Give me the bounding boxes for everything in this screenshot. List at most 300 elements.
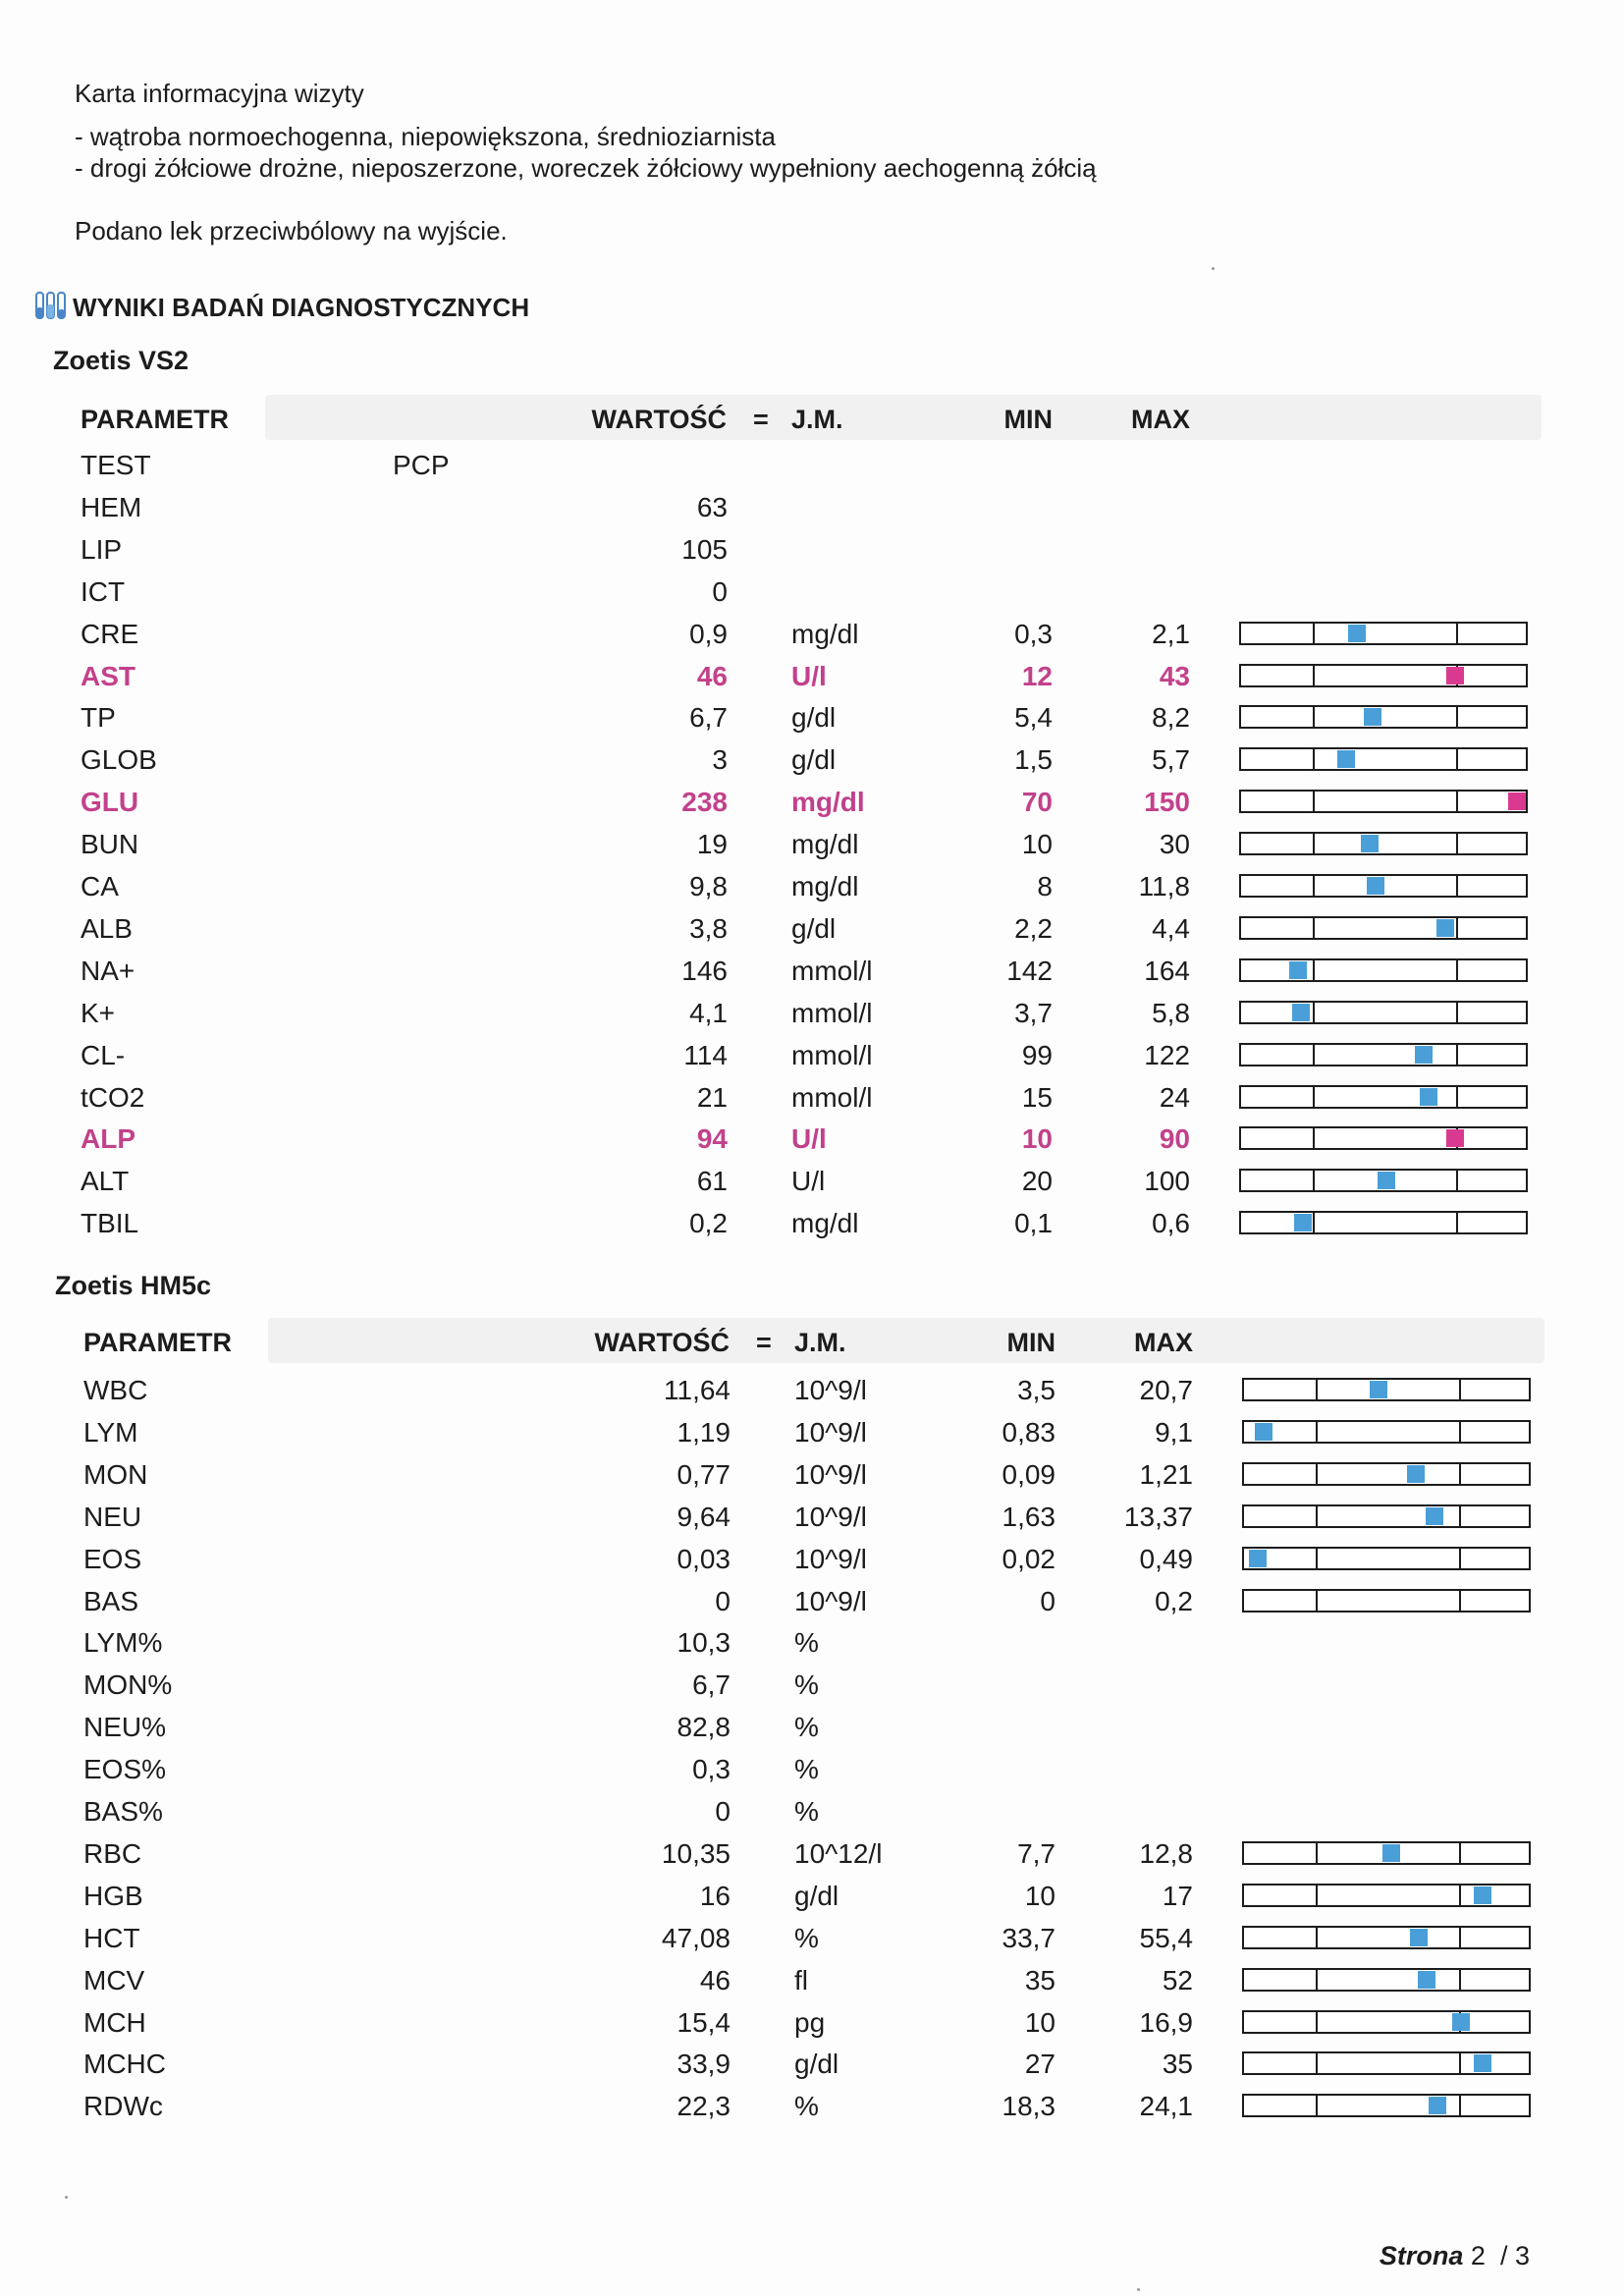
param-value: 0 bbox=[715, 1585, 731, 1616]
section-title: WYNIKI BADAŃ DIAGNOSTYCZNYCH bbox=[73, 292, 530, 322]
device-title: Zoetis HM5c bbox=[55, 1271, 212, 1300]
param-min: 10 bbox=[1021, 829, 1053, 860]
device-title: Zoetis VS2 bbox=[53, 346, 189, 375]
header-band bbox=[265, 395, 1542, 440]
param-unit: % bbox=[794, 1922, 819, 1953]
page-total: 3 bbox=[1514, 2241, 1530, 2270]
param-max: 2,1 bbox=[1152, 618, 1190, 649]
param-unit: % bbox=[794, 1669, 819, 1701]
param-value: 9,64 bbox=[677, 1501, 731, 1532]
param-value: 0,9 bbox=[689, 618, 728, 649]
param-max: 16,9 bbox=[1139, 2006, 1193, 2038]
param-max: 8,2 bbox=[1152, 702, 1190, 734]
param-name: tCO2 bbox=[81, 1081, 145, 1113]
range-bar bbox=[1242, 1841, 1531, 1865]
param-name: RDWc bbox=[83, 2091, 163, 2122]
header-equals: = bbox=[753, 405, 769, 434]
range-bar bbox=[1242, 2010, 1531, 2034]
range-divider bbox=[1459, 1926, 1461, 1949]
param-value: 0,2 bbox=[689, 1208, 728, 1239]
page-label: Strona bbox=[1379, 2241, 1464, 2270]
range-divider bbox=[1456, 874, 1458, 898]
param-min: 99 bbox=[1021, 1039, 1053, 1070]
param-value: 6,7 bbox=[689, 702, 728, 734]
range-divider bbox=[1459, 1589, 1461, 1613]
param-name: TBIL bbox=[81, 1208, 139, 1239]
range-marker bbox=[1367, 877, 1384, 895]
range-marker bbox=[1446, 667, 1464, 684]
param-unit: % bbox=[794, 1754, 819, 1785]
param-min: 70 bbox=[1021, 787, 1053, 818]
param-unit: mmol/l bbox=[791, 1081, 873, 1113]
param-min: 0,1 bbox=[1014, 1208, 1053, 1239]
param-min: 1,5 bbox=[1014, 744, 1053, 776]
param-name: CL- bbox=[81, 1039, 126, 1070]
range-divider bbox=[1459, 2094, 1461, 2117]
param-value: 0,3 bbox=[692, 1754, 731, 1785]
range-divider bbox=[1313, 958, 1315, 982]
header-max: MAX bbox=[1131, 405, 1190, 434]
param-name: ALT bbox=[81, 1166, 130, 1197]
param-value: 16 bbox=[699, 1880, 731, 1911]
param-min: 3,7 bbox=[1014, 997, 1053, 1028]
param-name: EOS% bbox=[83, 1754, 167, 1785]
finding-line-bile-ducts: - drogi żółciowe drożne, nieposzerzone, woreczek żółciowy wypełniony aechogenną żółcią bbox=[75, 153, 1097, 183]
range-bar bbox=[1242, 2051, 1531, 2075]
header-max: MAX bbox=[1134, 1328, 1193, 1357]
range-divider bbox=[1313, 1043, 1315, 1066]
range-divider bbox=[1456, 790, 1458, 813]
range-divider bbox=[1456, 705, 1458, 729]
range-marker bbox=[1436, 919, 1454, 937]
param-max: 43 bbox=[1159, 660, 1190, 691]
param-min: 10 bbox=[1024, 2006, 1056, 2038]
param-unit: 10^12/l bbox=[794, 1837, 883, 1869]
param-value: 0 bbox=[715, 1796, 731, 1827]
param-name: MCV bbox=[83, 1964, 145, 1995]
range-divider bbox=[1316, 1547, 1318, 1570]
range-divider bbox=[1456, 1043, 1458, 1066]
range-divider bbox=[1456, 832, 1458, 855]
param-name: RBC bbox=[83, 1837, 142, 1869]
header-min: MIN bbox=[1006, 1328, 1056, 1357]
param-value: 0,77 bbox=[677, 1458, 731, 1490]
param-unit: mg/dl bbox=[791, 618, 859, 649]
range-divider bbox=[1316, 1378, 1318, 1401]
range-marker bbox=[1452, 2013, 1470, 2031]
param-name: BAS bbox=[83, 1585, 139, 1616]
param-unit: g/dl bbox=[794, 1880, 839, 1911]
param-unit: 10^9/l bbox=[794, 1458, 867, 1490]
param-unit: 10^9/l bbox=[794, 1501, 867, 1532]
param-name: BAS% bbox=[83, 1796, 163, 1827]
section-heading bbox=[33, 291, 529, 324]
range-marker bbox=[1378, 1172, 1395, 1189]
test-tubes-icon bbox=[33, 291, 69, 324]
range-divider bbox=[1459, 2051, 1461, 2075]
param-min: 0,09 bbox=[1001, 1458, 1056, 1490]
param-unit: mmol/l bbox=[791, 955, 873, 986]
range-marker bbox=[1508, 793, 1526, 810]
param-max: 55,4 bbox=[1139, 1922, 1193, 1953]
range-bar bbox=[1239, 832, 1528, 855]
param-name: HGB bbox=[83, 1880, 143, 1911]
param-value: 10,3 bbox=[677, 1627, 731, 1659]
range-bar bbox=[1239, 1001, 1528, 1024]
range-bar bbox=[1239, 958, 1528, 982]
range-marker bbox=[1255, 1423, 1272, 1441]
header-unit: J.M. bbox=[794, 1328, 846, 1357]
range-bar bbox=[1242, 1589, 1531, 1613]
param-value: 82,8 bbox=[677, 1712, 731, 1743]
range-divider bbox=[1459, 1547, 1461, 1570]
param-max: 24,1 bbox=[1139, 2091, 1193, 2122]
param-max: 150 bbox=[1144, 787, 1190, 818]
param-min: 142 bbox=[1006, 955, 1053, 986]
header-param: PARAMETR bbox=[81, 405, 229, 434]
range-marker bbox=[1420, 1088, 1437, 1106]
param-min: 15 bbox=[1021, 1081, 1053, 1113]
range-marker bbox=[1426, 1507, 1443, 1525]
param-value: 146 bbox=[681, 955, 728, 986]
param-name: TP bbox=[81, 702, 116, 734]
range-bar bbox=[1242, 1462, 1531, 1486]
range-divider bbox=[1456, 1001, 1458, 1024]
range-marker bbox=[1348, 625, 1366, 642]
param-value: 3 bbox=[712, 744, 728, 776]
range-marker bbox=[1364, 708, 1381, 726]
range-divider bbox=[1313, 705, 1315, 729]
param-min: 33,7 bbox=[1001, 1922, 1056, 1953]
param-name: MCHC bbox=[83, 2049, 166, 2080]
param-unit: 10^9/l bbox=[794, 1375, 867, 1405]
range-divider bbox=[1316, 2010, 1318, 2034]
param-min: 0,3 bbox=[1014, 618, 1053, 649]
param-unit: mg/dl bbox=[791, 787, 865, 818]
param-name: CA bbox=[81, 871, 119, 902]
range-divider bbox=[1313, 1169, 1315, 1192]
param-name: GLU bbox=[81, 787, 139, 818]
page-number bbox=[1380, 2241, 1530, 2271]
range-marker bbox=[1294, 1214, 1312, 1231]
param-value: 63 bbox=[696, 491, 728, 522]
range-divider bbox=[1316, 1462, 1318, 1486]
param-min: 0,02 bbox=[1001, 1543, 1056, 1574]
range-bar bbox=[1242, 1926, 1531, 1949]
param-name: TEST bbox=[81, 450, 151, 480]
param-min: 7,7 bbox=[1017, 1837, 1056, 1869]
range-bar bbox=[1239, 916, 1528, 940]
param-name: NA+ bbox=[81, 955, 135, 986]
param-value: 0 bbox=[712, 575, 728, 607]
range-bar bbox=[1239, 1043, 1528, 1066]
param-note: PCP bbox=[393, 450, 450, 480]
param-min: 0,83 bbox=[1001, 1416, 1056, 1448]
param-value: 46 bbox=[696, 660, 728, 691]
range-marker bbox=[1418, 1971, 1435, 1989]
range-bar bbox=[1242, 1420, 1531, 1444]
range-divider bbox=[1456, 1211, 1458, 1234]
range-divider bbox=[1316, 2094, 1318, 2117]
range-bar bbox=[1239, 1211, 1528, 1234]
range-divider bbox=[1459, 1378, 1461, 1401]
range-bar bbox=[1239, 622, 1528, 645]
range-marker bbox=[1370, 1381, 1387, 1398]
param-name: AST bbox=[81, 660, 135, 691]
range-divider bbox=[1456, 1169, 1458, 1192]
param-max: 5,8 bbox=[1152, 997, 1190, 1028]
param-name: BUN bbox=[81, 829, 139, 860]
header-equals: = bbox=[756, 1328, 772, 1357]
range-marker bbox=[1382, 1844, 1400, 1862]
param-max: 20,7 bbox=[1139, 1375, 1193, 1405]
finding-line-liver: - wątroba normoechogenna, niepowiększona, średnioziarnista bbox=[75, 122, 776, 151]
param-value: 105 bbox=[681, 533, 728, 565]
param-max: 0,2 bbox=[1155, 1585, 1193, 1616]
range-bar bbox=[1239, 1126, 1528, 1150]
range-bar bbox=[1239, 874, 1528, 898]
param-name: LYM% bbox=[83, 1627, 163, 1659]
param-min: 3,5 bbox=[1017, 1375, 1056, 1405]
range-marker bbox=[1292, 1004, 1310, 1021]
param-unit: g/dl bbox=[791, 744, 837, 776]
header-min: MIN bbox=[1003, 405, 1053, 434]
param-value: 114 bbox=[683, 1039, 728, 1070]
param-value: 61 bbox=[696, 1166, 728, 1197]
range-bar bbox=[1239, 790, 1528, 813]
param-unit: pg bbox=[794, 2006, 826, 2038]
param-max: 30 bbox=[1159, 829, 1190, 860]
scan-speck bbox=[1212, 267, 1215, 270]
page-current: 2 bbox=[1470, 2241, 1486, 2270]
param-min: 0 bbox=[1040, 1585, 1056, 1616]
param-min: 12 bbox=[1021, 660, 1053, 691]
param-max: 52 bbox=[1162, 1964, 1193, 1995]
param-value: 21 bbox=[696, 1081, 728, 1113]
param-min: 8 bbox=[1037, 871, 1053, 902]
header-param: PARAMETR bbox=[83, 1328, 232, 1357]
param-max: 90 bbox=[1159, 1123, 1190, 1155]
range-bar bbox=[1242, 1968, 1531, 1992]
param-name: ALB bbox=[81, 912, 133, 944]
param-value: 33,9 bbox=[677, 2049, 731, 2080]
param-unit: mg/dl bbox=[791, 1208, 859, 1239]
param-value: 3,8 bbox=[689, 912, 728, 944]
range-divider bbox=[1456, 916, 1458, 940]
param-unit: mg/dl bbox=[791, 871, 859, 902]
param-min: 27 bbox=[1024, 2049, 1056, 2080]
param-name: LIP bbox=[81, 533, 123, 565]
scan-speck bbox=[65, 2196, 68, 2199]
range-bar bbox=[1239, 664, 1528, 687]
param-value: 19 bbox=[696, 829, 728, 860]
param-unit: g/dl bbox=[791, 702, 837, 734]
range-marker bbox=[1249, 1550, 1267, 1567]
param-name: HEM bbox=[81, 491, 142, 522]
range-divider bbox=[1459, 1841, 1461, 1865]
param-max: 11,8 bbox=[1138, 871, 1190, 902]
param-unit: U/l bbox=[791, 1166, 826, 1197]
range-divider bbox=[1459, 1420, 1461, 1444]
param-value: 22,3 bbox=[677, 2091, 731, 2122]
param-max: 24 bbox=[1159, 1081, 1190, 1113]
range-divider bbox=[1316, 2051, 1318, 2075]
range-marker bbox=[1415, 1046, 1433, 1064]
param-min: 10 bbox=[1024, 1880, 1056, 1911]
range-bar bbox=[1242, 2094, 1531, 2117]
param-name: HCT bbox=[83, 1922, 140, 1953]
param-unit: % bbox=[794, 1627, 819, 1659]
treatment-note: Podano lek przeciwbólowy na wyjście. bbox=[75, 216, 508, 246]
param-name: NEU% bbox=[83, 1712, 167, 1743]
param-min: 20 bbox=[1021, 1166, 1053, 1197]
range-divider bbox=[1456, 958, 1458, 982]
header-unit: J.M. bbox=[791, 405, 843, 434]
param-min: 2,2 bbox=[1014, 912, 1053, 944]
param-value: 10,35 bbox=[661, 1837, 731, 1869]
param-name: MON bbox=[83, 1458, 148, 1490]
param-name: MCH bbox=[83, 2006, 146, 2038]
param-name: EOS bbox=[83, 1543, 142, 1574]
range-divider bbox=[1313, 1001, 1315, 1024]
range-divider bbox=[1313, 832, 1315, 855]
param-unit: % bbox=[794, 2091, 819, 2122]
param-unit: mg/dl bbox=[791, 829, 859, 860]
range-bar bbox=[1242, 1504, 1531, 1528]
param-value: 9,8 bbox=[689, 871, 728, 902]
header-band bbox=[268, 1318, 1544, 1363]
param-name: LYM bbox=[83, 1416, 138, 1448]
param-unit: U/l bbox=[791, 660, 827, 691]
range-divider bbox=[1313, 1085, 1315, 1109]
range-divider bbox=[1456, 747, 1458, 771]
param-unit: % bbox=[794, 1712, 819, 1743]
param-value: 15,4 bbox=[677, 2006, 731, 2038]
param-max: 5,7 bbox=[1152, 744, 1190, 776]
range-divider bbox=[1459, 1884, 1461, 1907]
range-divider bbox=[1313, 916, 1315, 940]
range-bar bbox=[1242, 1547, 1531, 1570]
param-unit: 10^9/l bbox=[794, 1416, 867, 1448]
param-value: 0,03 bbox=[677, 1543, 731, 1574]
param-name: K+ bbox=[81, 997, 116, 1028]
param-value: 11,64 bbox=[664, 1375, 731, 1405]
param-unit: % bbox=[794, 1796, 819, 1827]
param-max: 1,21 bbox=[1139, 1458, 1193, 1490]
range-divider bbox=[1456, 622, 1458, 645]
param-name: ICT bbox=[81, 575, 126, 607]
header-value: WARTOŚĆ bbox=[591, 405, 727, 434]
range-bar bbox=[1239, 747, 1528, 771]
param-unit: g/dl bbox=[791, 912, 837, 944]
range-bar bbox=[1239, 1169, 1528, 1192]
param-max: 0,49 bbox=[1139, 1543, 1193, 1574]
param-name: MON% bbox=[83, 1669, 173, 1701]
header-value: WARTOŚĆ bbox=[594, 1328, 730, 1357]
range-divider bbox=[1459, 1462, 1461, 1486]
param-max: 35 bbox=[1162, 2049, 1193, 2080]
range-marker bbox=[1474, 2054, 1491, 2072]
param-max: 4,4 bbox=[1152, 912, 1190, 944]
range-divider bbox=[1459, 1968, 1461, 1992]
param-max: 0,6 bbox=[1152, 1208, 1190, 1239]
param-value: 1,19 bbox=[677, 1416, 731, 1448]
param-min: 5,4 bbox=[1014, 702, 1053, 734]
param-unit: fl bbox=[794, 1964, 808, 1995]
page-separator: / bbox=[1499, 2241, 1508, 2270]
range-divider bbox=[1313, 1126, 1315, 1150]
param-value: 47,08 bbox=[661, 1922, 731, 1953]
param-value: 94 bbox=[696, 1123, 728, 1155]
range-bar bbox=[1242, 1378, 1531, 1401]
range-marker bbox=[1446, 1129, 1464, 1147]
param-value: 4,1 bbox=[689, 997, 728, 1028]
range-divider bbox=[1316, 1968, 1318, 1992]
range-bar bbox=[1239, 705, 1528, 729]
range-divider bbox=[1316, 1926, 1318, 1949]
param-name: CRE bbox=[81, 618, 139, 649]
range-divider bbox=[1316, 1504, 1318, 1528]
param-max: 13,37 bbox=[1123, 1501, 1193, 1532]
range-divider bbox=[1313, 622, 1315, 645]
param-unit: 10^9/l bbox=[794, 1585, 867, 1616]
range-marker bbox=[1429, 2097, 1446, 2114]
param-value: 6,7 bbox=[692, 1669, 731, 1701]
range-marker bbox=[1407, 1465, 1425, 1483]
param-min: 1,63 bbox=[1001, 1501, 1056, 1532]
param-value: 46 bbox=[699, 1964, 731, 1995]
param-name: WBC bbox=[83, 1375, 148, 1405]
range-marker bbox=[1410, 1929, 1428, 1946]
param-min: 35 bbox=[1024, 1964, 1056, 1995]
param-max: 100 bbox=[1144, 1166, 1190, 1197]
param-name: GLOB bbox=[81, 744, 157, 776]
range-bar bbox=[1242, 1884, 1531, 1907]
range-marker bbox=[1361, 835, 1379, 852]
range-marker bbox=[1289, 961, 1307, 979]
range-divider bbox=[1459, 1504, 1461, 1528]
range-divider bbox=[1313, 1211, 1315, 1234]
range-divider bbox=[1316, 1589, 1318, 1613]
param-max: 12,8 bbox=[1139, 1837, 1193, 1869]
param-unit: g/dl bbox=[794, 2049, 839, 2080]
range-divider bbox=[1456, 1085, 1458, 1109]
range-divider bbox=[1313, 874, 1315, 898]
range-divider bbox=[1316, 1841, 1318, 1865]
range-bar bbox=[1239, 1085, 1528, 1109]
param-max: 9,1 bbox=[1155, 1416, 1193, 1448]
param-value: 238 bbox=[681, 787, 728, 818]
visit-card-title: Karta informacyjna wizyty bbox=[75, 79, 364, 108]
param-unit: mmol/l bbox=[791, 1039, 873, 1070]
param-unit: U/l bbox=[791, 1123, 827, 1155]
param-unit: 10^9/l bbox=[794, 1543, 867, 1574]
scan-speck bbox=[1137, 2288, 1140, 2291]
range-divider bbox=[1313, 790, 1315, 813]
param-name: ALP bbox=[81, 1123, 135, 1155]
range-divider bbox=[1316, 1420, 1318, 1444]
range-divider bbox=[1316, 1884, 1318, 1907]
param-max: 164 bbox=[1144, 955, 1190, 986]
param-max: 17 bbox=[1162, 1880, 1193, 1911]
range-divider bbox=[1313, 747, 1315, 771]
param-min: 10 bbox=[1021, 1123, 1053, 1155]
range-marker bbox=[1337, 750, 1355, 768]
param-name: NEU bbox=[83, 1501, 142, 1532]
param-max: 122 bbox=[1144, 1039, 1190, 1070]
range-divider bbox=[1313, 664, 1315, 687]
param-unit: mmol/l bbox=[791, 997, 873, 1028]
